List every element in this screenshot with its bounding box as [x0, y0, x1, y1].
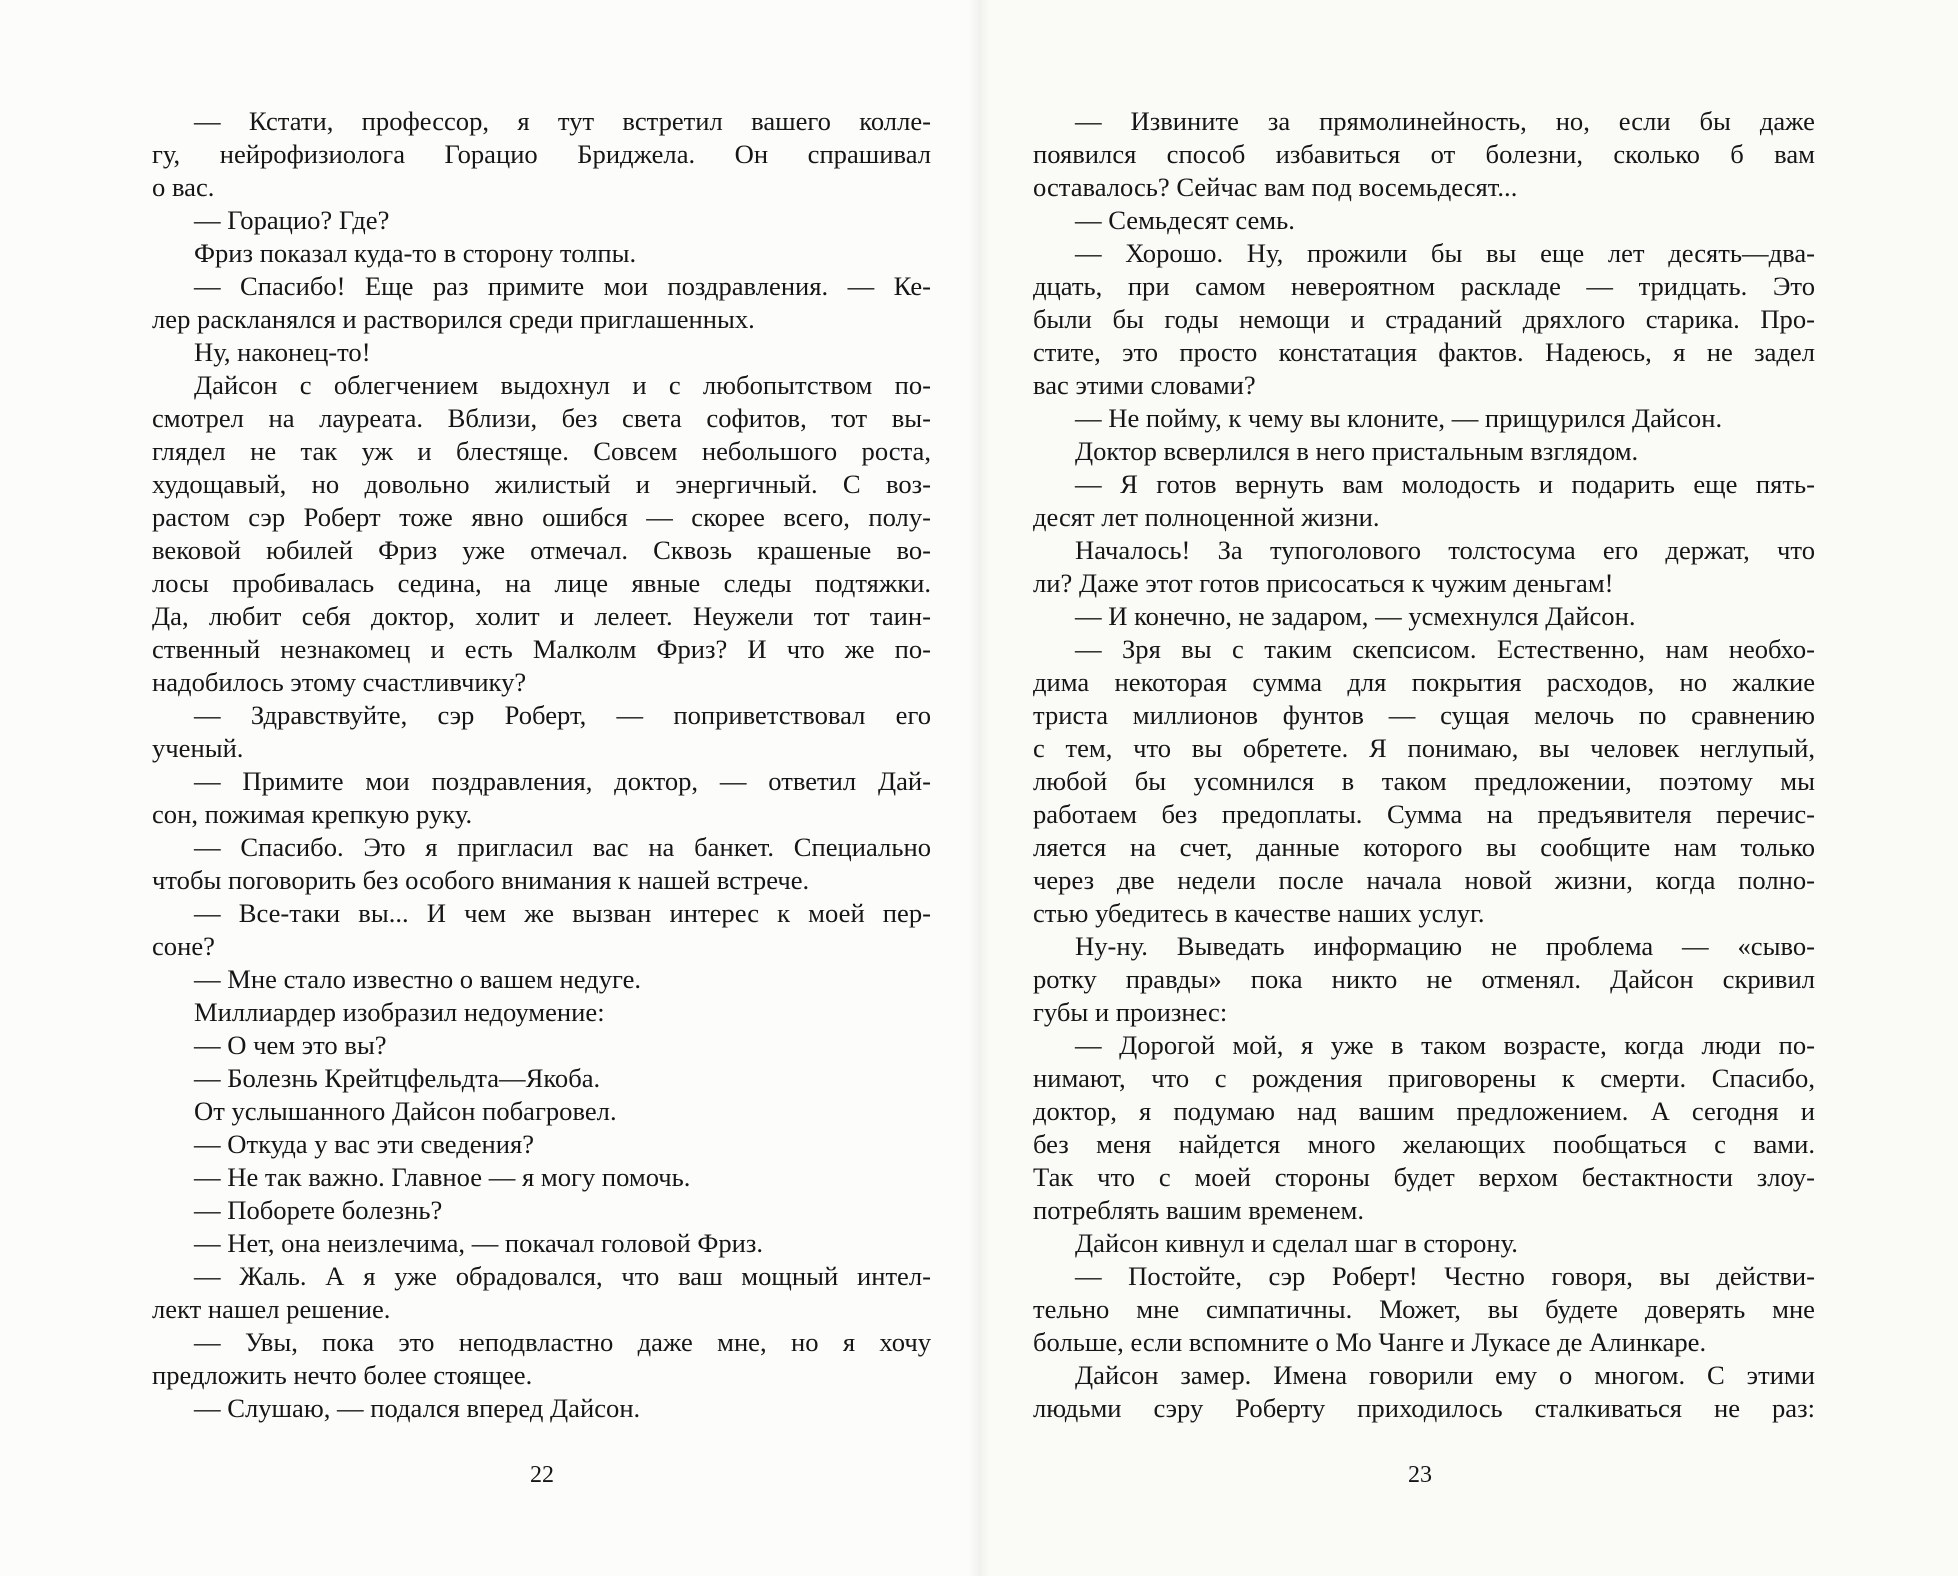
text-line: губы и произнес:: [1033, 997, 1228, 1027]
text-line: — Я готов вернуть вам молодость и подарить еще пять-: [1075, 469, 1815, 499]
text-line: Дайсон с облегчением выдохнул и с любопытством по-: [194, 370, 931, 400]
text-line: ротку правды» пока никто не отменял. Дайсон скривил: [1033, 964, 1815, 994]
text-line: чтобы поговорить без особого внимания к нашей встрече.: [152, 865, 810, 895]
text-line: — Постойте, сэр Роберт! Честно говоря, вы действи-: [1075, 1261, 1815, 1291]
text-line: — Зря вы с таким скепсисом. Естественно, нам необхо-: [1075, 634, 1815, 664]
text-line: Да, любит себя доктор, холит и лелеет. Неужели тот таин-: [152, 601, 931, 631]
text-line: — Поборете болезнь?: [194, 1195, 443, 1225]
text-line: без меня найдется много желающих пообщаться с вами.: [1033, 1129, 1815, 1159]
text-line: — Мне стало известно о вашем недуге.: [194, 964, 642, 994]
text-line: — Семьдесят семь.: [1075, 205, 1295, 235]
book-gutter: [968, 0, 990, 1576]
text-line: триста миллионов фунтов — сущая мелочь по сравнению: [1033, 700, 1815, 730]
text-line: — Слушаю, — подался вперед Дайсон.: [194, 1393, 641, 1423]
text-line: глядел не так уж и блестяще. Совсем небольшого роста,: [152, 436, 931, 466]
left-page-number: 22: [530, 1462, 554, 1488]
text-line: Фриз показал куда-то в сторону толпы.: [194, 238, 637, 268]
left-page-text: [152, 105, 931, 1425]
text-line: ственный незнакомец и есть Малколм Фриз? И что же по-: [152, 634, 931, 664]
text-line: От услышанного Дайсон побагровел.: [194, 1096, 617, 1126]
text-line: через две недели после начала новой жизни, когда полно-: [1033, 865, 1815, 895]
text-line: доктор, я подумаю над вашим предложением. А сегодня и: [1033, 1096, 1815, 1126]
text-line: — Увы, пока это неподвластно даже мне, но я хочу: [194, 1327, 931, 1357]
text-line: растом сэр Роберт тоже явно ошибся — скорее всего, полу-: [152, 502, 931, 532]
text-line: Дайсон кивнул и сделал шаг в сторону.: [1075, 1228, 1518, 1258]
text-line: десят лет полноценной жизни.: [1033, 502, 1380, 532]
text-line: Началось! За тупоголового толстосума его держат, что: [1075, 535, 1815, 565]
text-line: больше, если вспомните о Мо Чанге и Лукасе де Алинкаре.: [1033, 1327, 1707, 1357]
text-line: лер раскланялся и растворился среди приглашенных.: [152, 304, 755, 334]
text-line: ляется на счет, данные которого вы сообщите нам только: [1033, 832, 1815, 862]
text-line: — Не так важно. Главное — я могу помочь.: [194, 1162, 691, 1192]
text-line: лосы пробивалась седина, на лице явные следы подтяжки.: [152, 568, 931, 598]
text-line: о вас.: [152, 172, 215, 202]
text-line: — Спасибо! Еще раз примите мои поздравления. — Ке-: [194, 271, 931, 301]
text-line: — Примите мои поздравления, доктор, — ответил Дай-: [194, 766, 931, 796]
text-line: ученый.: [152, 733, 244, 763]
text-line: Доктор всверлился в него пристальным взглядом.: [1075, 436, 1639, 466]
text-line: — И конечно, не задаром, — усмехнулся Дайсон.: [1075, 601, 1636, 631]
text-line: тельно мне симпатичны. Может, вы будете доверять мне: [1033, 1294, 1815, 1324]
right-page-text: [1033, 105, 1815, 1425]
text-line: стью убедитесь в качестве наших услуг.: [1033, 898, 1485, 928]
text-line: любой бы усомнился в таком предложении, поэтому мы: [1033, 766, 1815, 796]
text-line: Ну, наконец-то!: [194, 337, 371, 367]
text-line: потреблять вашим временем.: [1033, 1195, 1364, 1225]
text-line: появился способ избавиться от болезни, сколько б вам: [1033, 139, 1815, 169]
text-line: — Спасибо. Это я пригласил вас на банкет. Специально: [194, 832, 931, 862]
text-line: дцать, при самом невероятном раскладе — тридцать. Это: [1033, 271, 1815, 301]
text-line: — Здравствуйте, сэр Роберт, — поприветствовал его: [194, 700, 931, 730]
text-line: с тем, что вы обретете. Я понимаю, вы человек неглупый,: [1033, 733, 1815, 763]
text-line: предложить нечто более стоящее.: [152, 1360, 533, 1390]
text-line: были бы годы немощи и страданий дряхлого старика. Про-: [1033, 304, 1815, 334]
text-line: — Не пойму, к чему вы клоните, — прищурился Дайсон.: [1075, 403, 1723, 433]
text-line: Дайсон замер. Имена говорили ему о многом. С этими: [1075, 1360, 1815, 1390]
text-line: работаем без предоплаты. Сумма на предъявителя перечис-: [1033, 799, 1815, 829]
text-line: — Жаль. А я уже обрадовался, что ваш мощный интел-: [194, 1261, 931, 1291]
text-line: — Извините за прямолинейность, но, если бы даже: [1075, 106, 1815, 136]
text-line: нимают, что с рождения приговорены к смерти. Спасибо,: [1033, 1063, 1815, 1093]
text-line: гу, нейрофизиолога Горацио Бриджела. Он спрашивал: [152, 139, 931, 169]
text-line: Так что с моей стороны будет верхом бестактности злоу-: [1033, 1162, 1815, 1192]
text-line: — Горацио? Где?: [194, 205, 390, 235]
text-line: — О чем это вы?: [194, 1030, 387, 1060]
text-line: — Болезнь Крейтцфельдта—Якоба.: [194, 1063, 601, 1093]
text-line: дима некоторая сумма для покрытия расходов, но жалкие: [1033, 667, 1815, 697]
text-line: худощавый, но довольно жилистый и энергичный. С воз-: [152, 469, 931, 499]
text-line: — Дорогой мой, я уже в таком возрасте, когда люди по-: [1075, 1030, 1815, 1060]
text-line: — Хорошо. Ну, прожили бы вы еще лет десять—два-: [1075, 238, 1815, 268]
text-line: ли? Даже этот готов присосаться к чужим деньгам!: [1033, 568, 1614, 598]
text-line: смотрел на лауреата. Вблизи, без света софитов, тот вы-: [152, 403, 931, 433]
text-line: стите, это просто констатация фактов. Надеюсь, я не задел: [1033, 337, 1815, 367]
text-line: соне?: [152, 931, 215, 961]
text-line: Миллиардер изобразил недоумение:: [194, 997, 605, 1027]
text-line: — Откуда у вас эти сведения?: [194, 1129, 535, 1159]
text-line: Ну-ну. Выведать информацию не проблема — «сыво-: [1075, 931, 1815, 961]
text-line: вас этими словами?: [1033, 370, 1256, 400]
text-line: людьми сэру Роберту приходилось сталкиваться не раз:: [1033, 1393, 1815, 1423]
right-page-number: 23: [1408, 1462, 1432, 1488]
text-line: — Все-таки вы... И чем же вызван интерес к моей пер-: [194, 898, 931, 928]
text-line: — Нет, она неизлечима, — покачал головой Фриз.: [194, 1228, 764, 1258]
right-page: [979, 0, 1958, 1576]
text-line: надобилось этому счастливчику?: [152, 667, 527, 697]
text-line: — Кстати, профессор, я тут встретил вашего колле-: [194, 106, 931, 136]
text-line: лект нашел решение.: [152, 1294, 391, 1324]
text-line: вековой юбилей Фриз уже отмечал. Сквозь крашеные во-: [152, 535, 931, 565]
text-line: оставалось? Сейчас вам под восемьдесят...: [1033, 172, 1518, 202]
text-line: сон, пожимая крепкую руку.: [152, 799, 473, 829]
